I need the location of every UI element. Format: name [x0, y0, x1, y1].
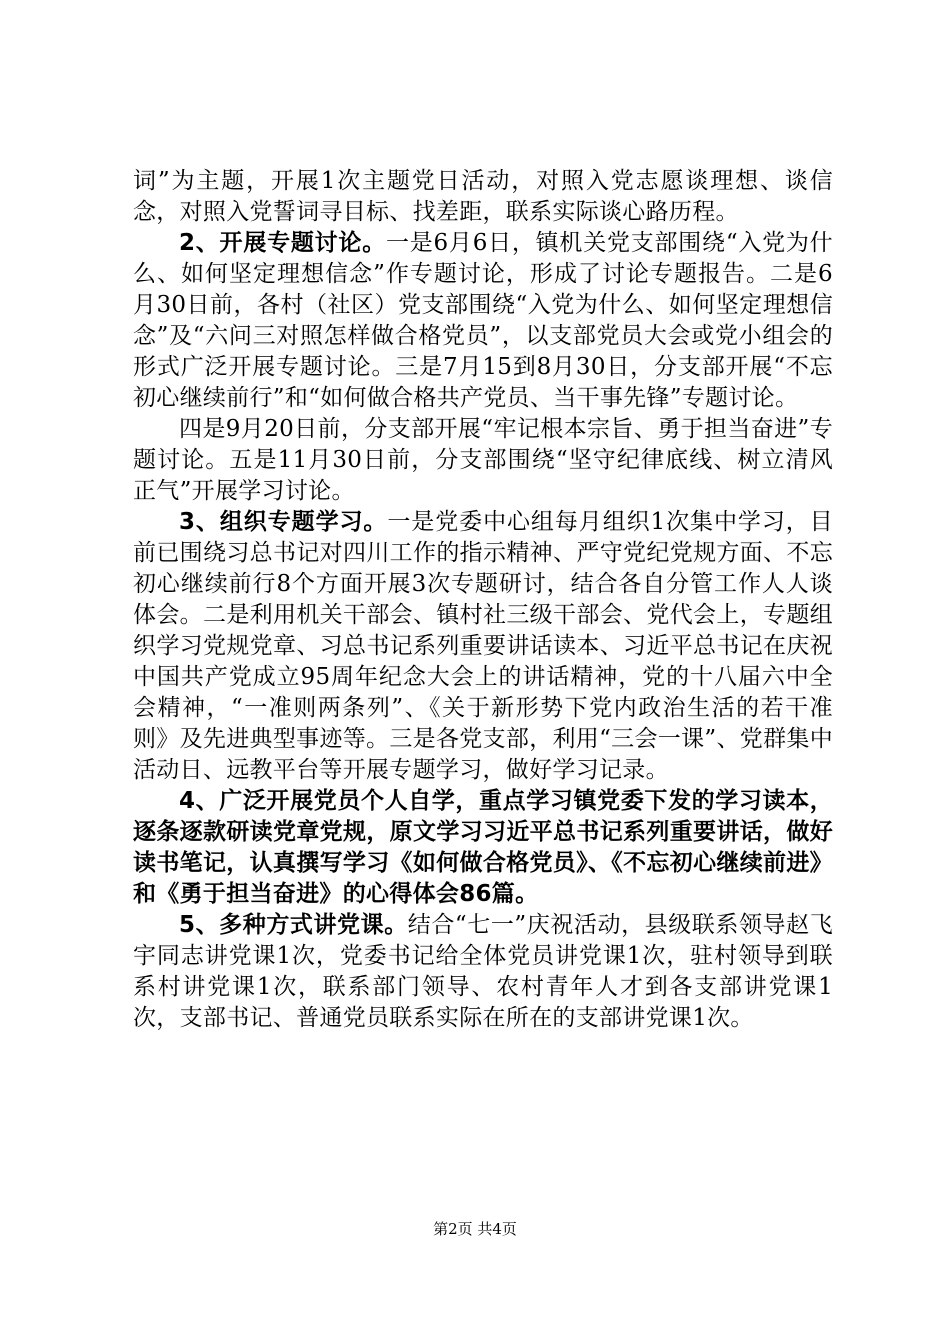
paragraph-party-lectures [133, 910, 833, 1034]
document-body [133, 166, 833, 1034]
paragraph-continuation: 词”为主题，开展1次主题党日活动，对照入党志愿谈理想、谈信念，对照入党誓词寻目标、找差距，联系实际谈心路历程。 [133, 168, 833, 225]
section-heading-study: 3、组织专题学习。 [179, 509, 388, 535]
section-heading-discussion: 2、开展专题讨论。 [179, 230, 386, 256]
section-body-lectures: 结合“七一”庆祝活动，县级联系领导赵飞宇同志讲党课1次，党委书记给全体党员讲党课1次，驻村领导到联系村讲党课1次，联系部门领导、农村青年人才到各支部讲党课1次，支部书记、普通党员联系实际在所在的支部讲党课1次。 [133, 912, 833, 1031]
section-body-study: 一是党委中心组每月组织1次集中学习，目前已围绕习总书记对四川工作的指示精神、严守党纪党规方面、不忘初心继续前行8个方面开展3次专题研讨，结合各自分管工作人人谈体会。二是利用机关干部会、镇村社三级干部会、党代会上，专题组织学习党规党章、习总书记系列重要讲话读本、习近平总书记在庆祝中国共产党成立95周年纪念大会上的讲话精神，党的十八届六中全会精神，“一准则两条列”、《关于新形势下党内政治生活的若干准则》及先进典型事迹等。三是各党支部，利用“三会一课”、党群集中活动日、远教平台等开展专题学习，做好学习记录。 [133, 509, 833, 783]
paragraph-topic-discussion [133, 228, 833, 414]
paragraph-discussion-continued: 四是9月20日前，分支部开展“牢记根本宗旨、勇于担当奋进”专题讨论。五是11月30日前，分支部围绕“坚守纪律底线、树立清风正气”开展学习讨论。 [133, 416, 833, 504]
page-number-footer: 第2页 共4页 [433, 1220, 517, 1238]
paragraph-self-study: 4、广泛开展党员个人自学，重点学习镇党委下发的学习读本，逐条逐款研读党章党规，原文学习习近平总书记系列重要讲话，做好读书笔记，认真撰写学习《如何做合格党员》、《不忘初心继续前进》和《勇于担当奋进》的心得体会86篇。 [133, 788, 833, 907]
section-body-discussion: 一是6月6日，镇机关党支部围绕“入党为什么、如何坚定理想信念”作专题讨论，形成了讨论专题报告。二是6月30日前，各村（社区）党支部围绕“入党为什么、如何坚定理想信念”及“六问三对照怎样做合格党员”，以支部党员大会或党小组会的形式广泛开展专题讨论。三是7月15到8月30日，分支部开展“不忘初心继续前行”和“如何做合格共产党员、当干事先锋”专题讨论。 [133, 230, 833, 411]
paragraph-topic-study [133, 507, 833, 786]
section-heading-lectures: 5、多种方式讲党课。 [179, 912, 408, 938]
